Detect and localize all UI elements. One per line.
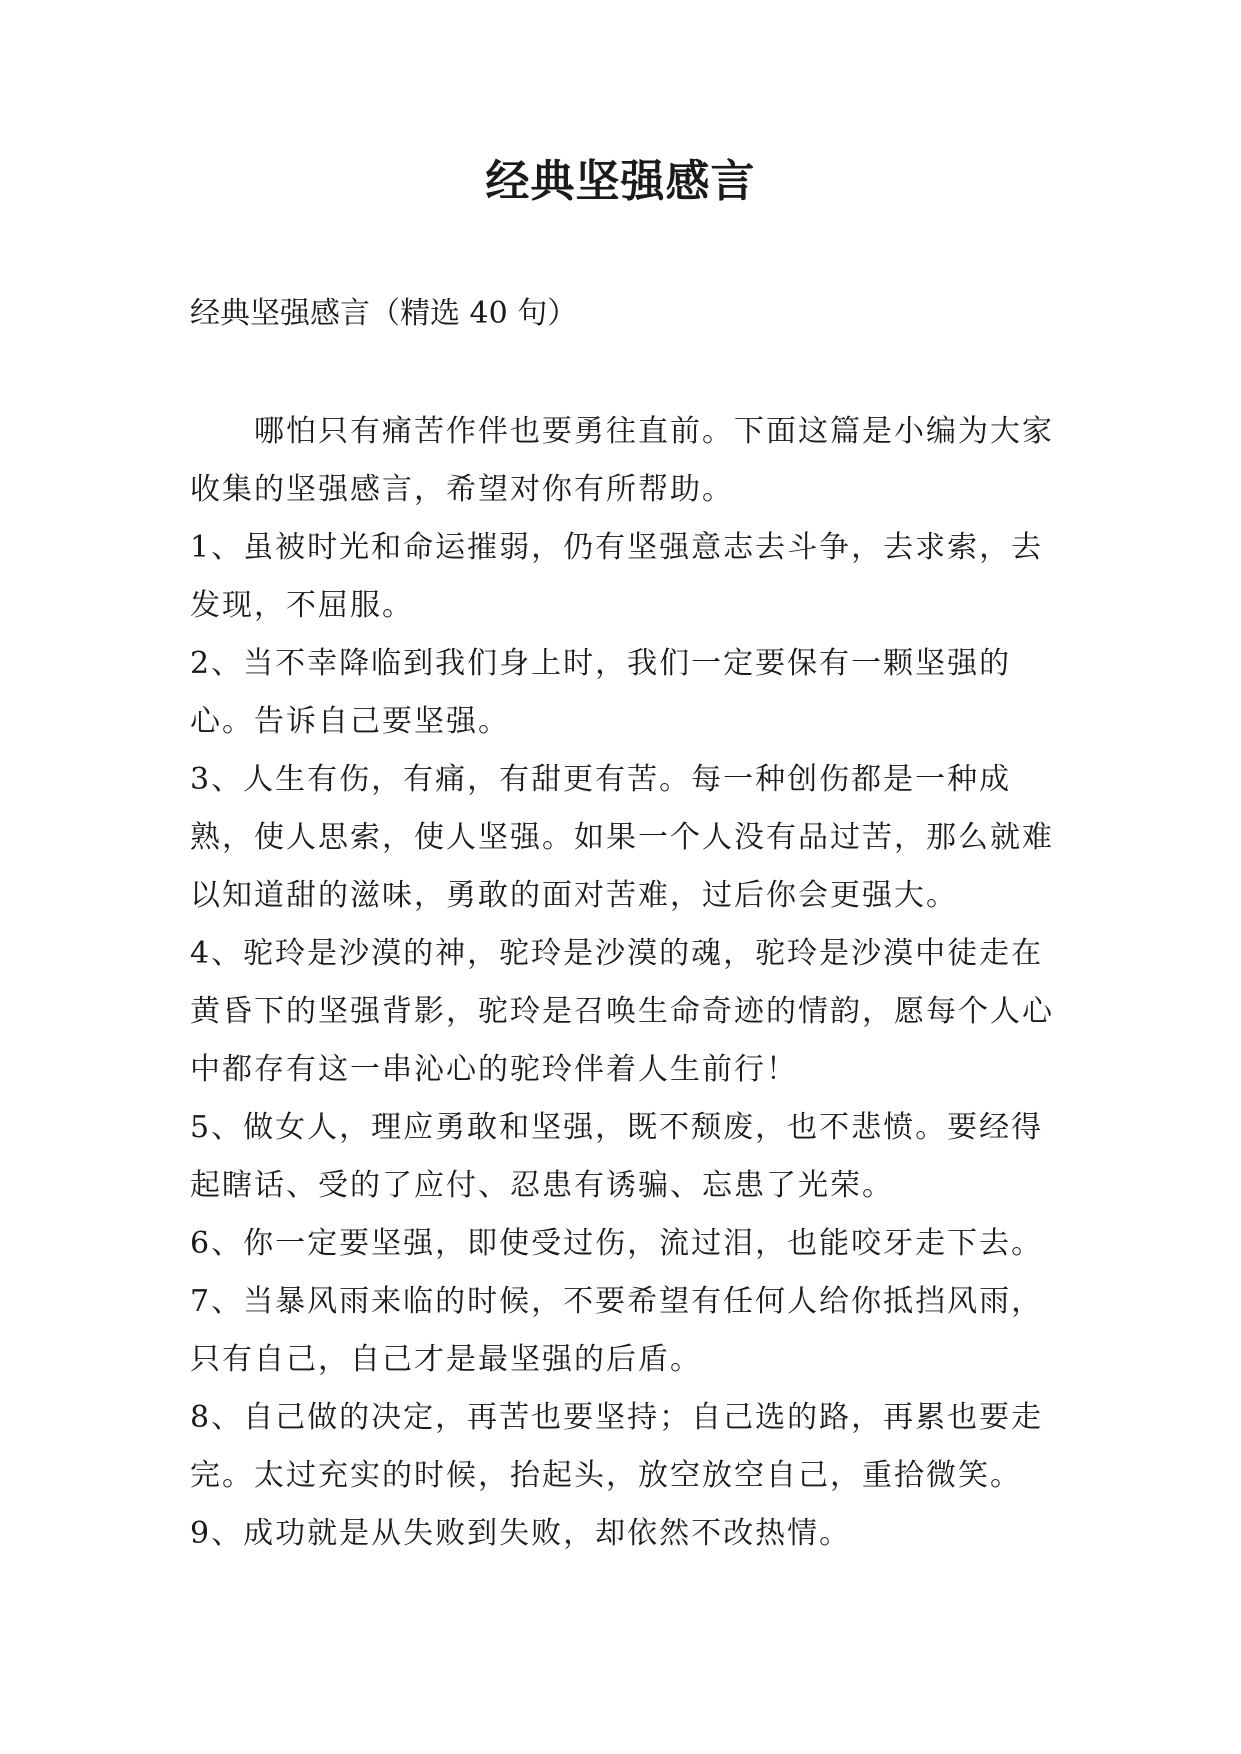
quote-item-6: 6、你一定要坚强，即使受过伤，流过泪，也能咬牙走下去。 (190, 1226, 1044, 1261)
quote-item-5: 5、做女人，理应勇敢和坚强，既不颓废，也不悲愤。要经得起瞎话、受的了应付、忍患有诱骗、忘患了光荣。 (190, 1110, 1044, 1203)
quote-item-1: 1、虽被时光和命运摧弱，仍有坚强意志去斗争，去求索，去发现，不屈服。 (190, 530, 1044, 623)
quote-item-2: 2、当不幸降临到我们身上时，我们一定要保有一颗坚强的心。告诉自己要坚强。 (190, 646, 1012, 739)
quote-item-9: 9、成功就是从失败到失败，却依然不改热情。 (190, 1516, 852, 1551)
intro-paragraph: 哪怕只有痛苦作伴也要勇往直前。下面这篇是小编为大家收集的坚强感言，希望对你有所帮助。 (190, 414, 1054, 507)
quote-item-8: 8、自己做的决定，再苦也要坚持；自己选的路，再累也要走完。太过充实的时候，抬起头，放空放空自己，重拾微笑。 (190, 1400, 1044, 1493)
document-subtitle: 经典坚强感言（精选 40 句） (190, 296, 578, 331)
document-body (190, 403, 1060, 1563)
quote-item-4: 4、驼玲是沙漠的神，驼玲是沙漠的魂，驼玲是沙漠中徒走在黄昏下的坚强背影，驼玲是召唤生命奇迹的情韵，愿每个人心中都存有这一串沁心的驼玲伴着人生前行！ (190, 936, 1054, 1087)
quote-item-3: 3、人生有伤，有痛，有甜更有苦。每一种创伤都是一种成熟，使人思索，使人坚强。如果一个人没有品过苦，那么就难以知道甜的滋味，勇敢的面对苦难，过后你会更强大。 (190, 762, 1054, 913)
quote-item-7: 7、当暴风雨来临的时候，不要希望有任何人给你抵挡风雨，只有自己，自己才是最坚强的后盾。 (190, 1284, 1044, 1377)
document-title: 经典坚强感言 (485, 156, 756, 207)
